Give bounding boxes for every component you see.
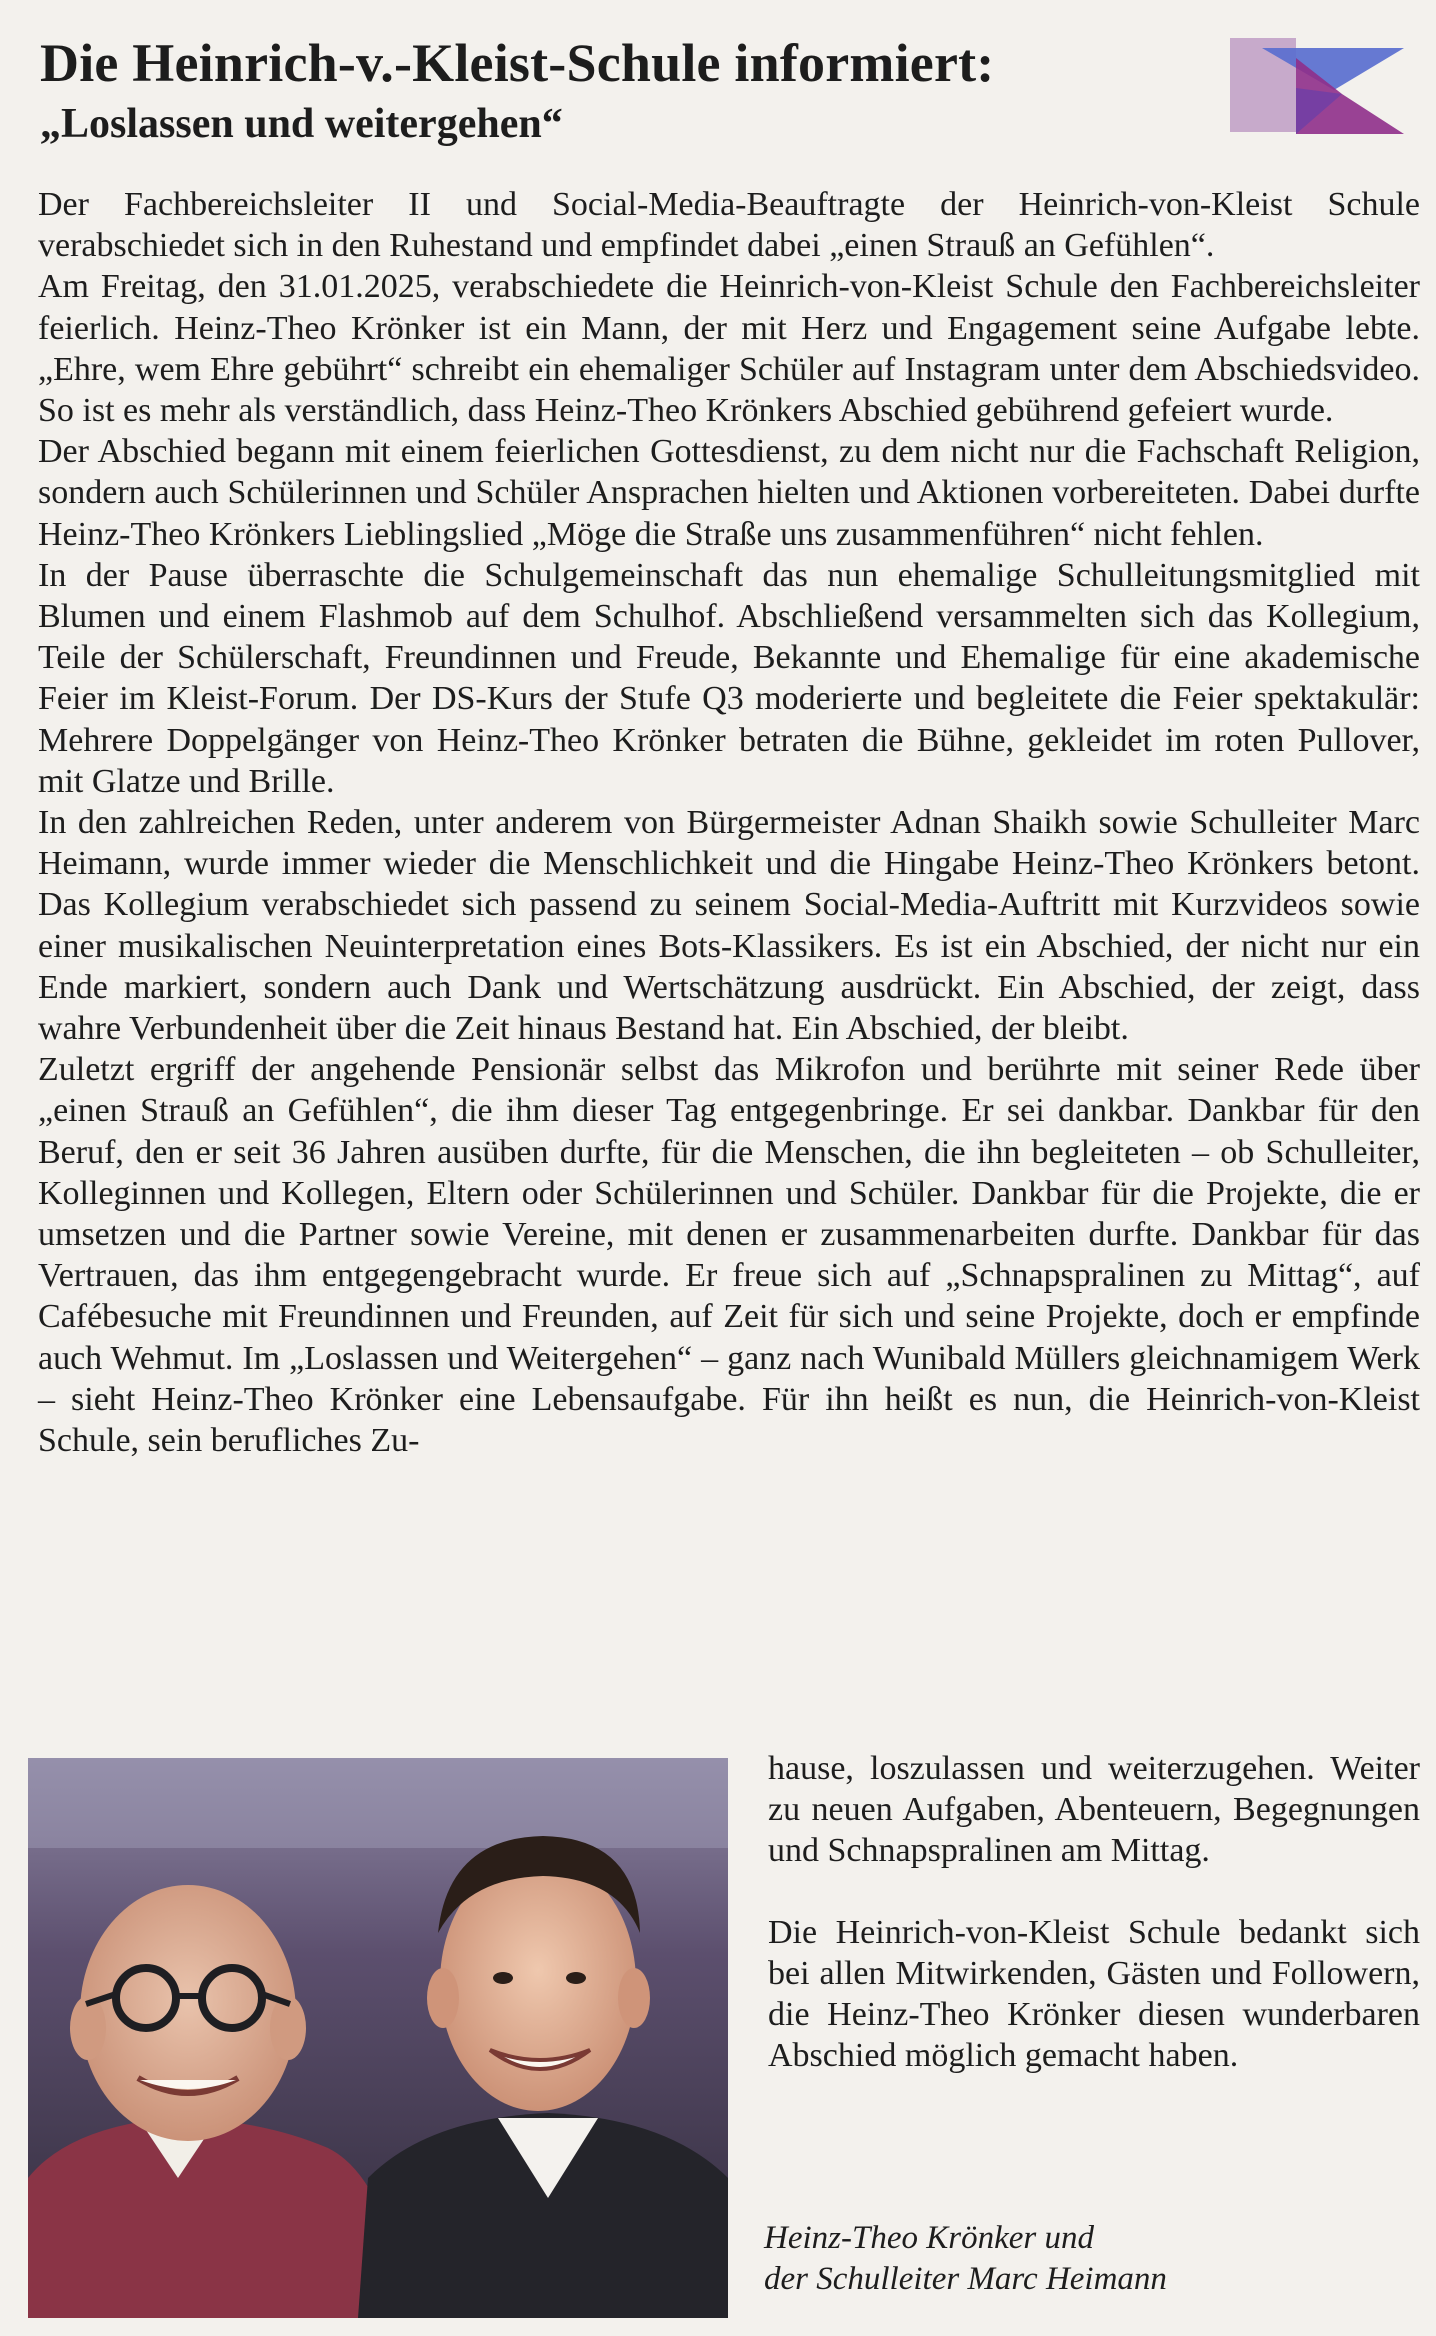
article-header [40, 32, 1220, 150]
caption-line: Heinz-Theo Krönker und [764, 2220, 1094, 2256]
paragraph-ceremony: Am Freitag, den 31.01.2025, verabschiedete die Heinrich-von-Kleist Schule den Fachbereichsleiter feierlich. Heinz-Theo Krönker ist ein Mann, der mit Herz und Engagement seine Aufgabe lebte. „Ehre, wem Ehre gebührt“ schreibt ein ehemaliger Schüler auf Instagram unter dem Abschiedsvideo. So ist es mehr als verständlich, dass Heinz-Theo Krönkers Abschied gebührend gefeiert wurde. [38, 268, 1420, 430]
paragraph-thanks: Die Heinrich-von-Kleist Schule bedankt sich bei allen Mitwirkenden, Gästen und Followern, die Heinz-Theo Krönker diesen wunderbaren Abschied möglich gemacht haben. [768, 1913, 1420, 2075]
lower-section [28, 1748, 1420, 2318]
photo-caption [764, 2218, 1420, 2300]
paragraph-intro: Der Fachbereichsleiter II und Social-Media-Beauftragte der Heinrich-von-Kleist Schule verabschiedet sich in den Ruhestand und empfindet dabei „einen Strauß an Gefühlen“. [38, 186, 1420, 265]
paragraph-farewell-speech: Zuletzt ergriff der angehende Pensionär selbst das Mikrofon und berührte mit seiner Rede über „einen Strauß an Gefühlen“, die ihm dieser Tag entgegenbringe. Er sei dankbar. Dankbar für den Beruf, den er seit 36 Jahren ausüben durfte, für die Menschen, die ihn begleiteten – ob Schulleiter, Kolleginnen und Kollegen, Eltern oder Schülerinnen und Schüler. Dankbar für die Projekte, die er umsetzen und die Partner sowie Vereine, mit denen er zusammenarbeiten durfte. Dankbar für das Vertrauen, das ihm entgegengebracht wurde. Er freue sich auf „Schnapspralinen zu Mittag“, auf Cafébesuche mit Freundinnen und Freunden, auf Zeit für sich und seine Projekte, doch er empfinde auch Wehmut. Im „Loslassen und Weitergehen“ – ganz nach Wunibald Müllers gleichnamigem Werk – sieht Heinz-Theo Krönker eine Lebensaufgabe. Für ihn heißt es nun, die Heinrich-von-Kleist Schule, sein berufliches Zu- [38, 1051, 1420, 1460]
caption-line: der Schulleiter Marc Heimann [764, 2261, 1167, 2297]
paragraph-continuation: hause, loszulassen und weiterzugehen. Weiter zu neuen Aufgaben, Abenteuern, Begegnungen und Schnapspralinen am Mittag. [768, 1750, 1420, 1870]
subheadline: „Loslassen und weitergehen“ [40, 101, 563, 147]
paragraph-break: In der Pause überraschte die Schulgemeinschaft das nun ehemalige Schulleitungsmitglied mit Blumen und einem Flashmob auf dem Schulhof. Abschließend versammelten sich das Kollegium, Teile der Schülerschaft, Freundinnen und Freude, Bekannte und Ehemalige für eine akademische Feier im Kleist-Forum. Der DS-Kurs der Stufe Q3 moderierte und begleitete die Feier spektakulär: Mehrere Doppelgänger von Heinz-Theo Krönker betraten die Bühne, gekleidet im roten Pullover, mit Glatze und Brille. [38, 556, 1420, 800]
paragraph-speeches: In den zahlreichen Reden, unter anderem von Bürgermeister Adnan Shaikh sowie Schulleiter Marc Heimann, wurde immer wieder die Menschlichkeit und die Hingabe Heinz-Theo Krönkers betont. Das Kollegium verabschiedet sich passend zu seinem Social-Media-Auftritt mit Kurzvideos sowie einer musikalischen Neuinterpretation eines Bots-Klassikers. Es ist ein Abschied, der nicht nur ein Ende markiert, sondern auch Dank und Wertschätzung ausdrückt. Ein Abschied, der zeigt, dass wahre Verbundenheit über die Zeit hinaus Bestand hat. Ein Abschied, der bleibt. [38, 804, 1420, 1048]
article-body [38, 184, 1420, 1461]
portrait-photo [28, 1758, 728, 2318]
paragraph-spacer [768, 1872, 1420, 1912]
side-column [768, 1748, 1420, 2076]
school-logo-icon [1222, 28, 1412, 138]
headline: Die Heinrich-v.-Kleist-Schule informiert: [40, 33, 995, 93]
paragraph-service: Der Abschied begann mit einem feierlichen Gottesdienst, zu dem nicht nur die Fachschaft Religion, sondern auch Schülerinnen und Schüler Ansprachen hielten und Aktionen vorbereiteten. Dabei durfte Heinz-Theo Krönkers Lieblingslied „Möge die Straße uns zusammenführen“ nicht fehlen. [38, 433, 1420, 553]
